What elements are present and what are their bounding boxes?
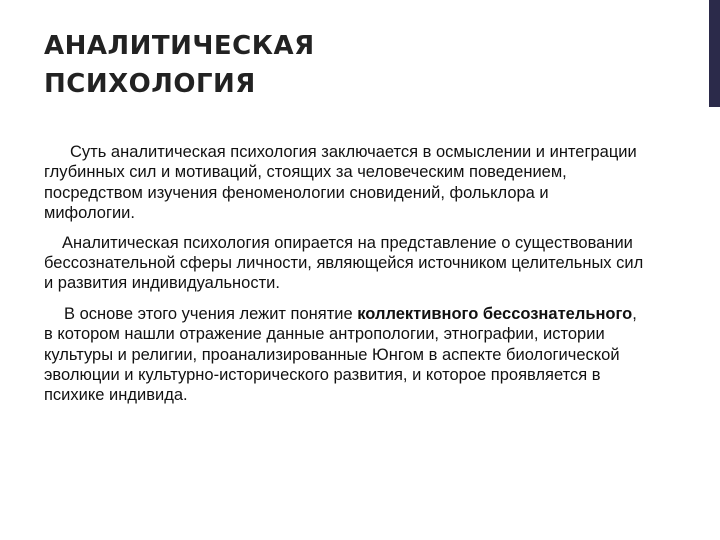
slide-title — [44, 27, 644, 103]
key-term-collective-unconscious: коллективного бессознательного — [357, 304, 633, 323]
paragraph-3-intro: В основе этого учения лежит понятие — [64, 304, 358, 323]
title-line-2: ПСИХОЛОГИЯ — [44, 69, 256, 99]
slide-body — [44, 142, 644, 406]
title-line-1: АНАЛИТИЧЕСКАЯ — [44, 31, 315, 61]
paragraph-2: Аналитическая психология опирается на представление о существовании бессознательной сферы личности, являющейся источником целительных сил и развития индивидуальности. — [44, 233, 644, 293]
paragraph-1: Суть аналитическая психология заключается в осмыслении и интеграции глубинных сил и мотиваций, стоящих за человеческим поведением, посредством изучения феноменологии сновидений, фольклора и мифологии. — [44, 143, 637, 223]
accent-bar — [709, 0, 720, 107]
paragraph-3-rest: , в котором нашли отражение данные антропологии, этнографии, истории культуры и религии, проанализированные Юнгом в аспекте биологической эволюции и культурно-исторического развития, и которое проявляется в психике индивида. — [44, 304, 637, 405]
paragraph-3 — [44, 304, 644, 406]
